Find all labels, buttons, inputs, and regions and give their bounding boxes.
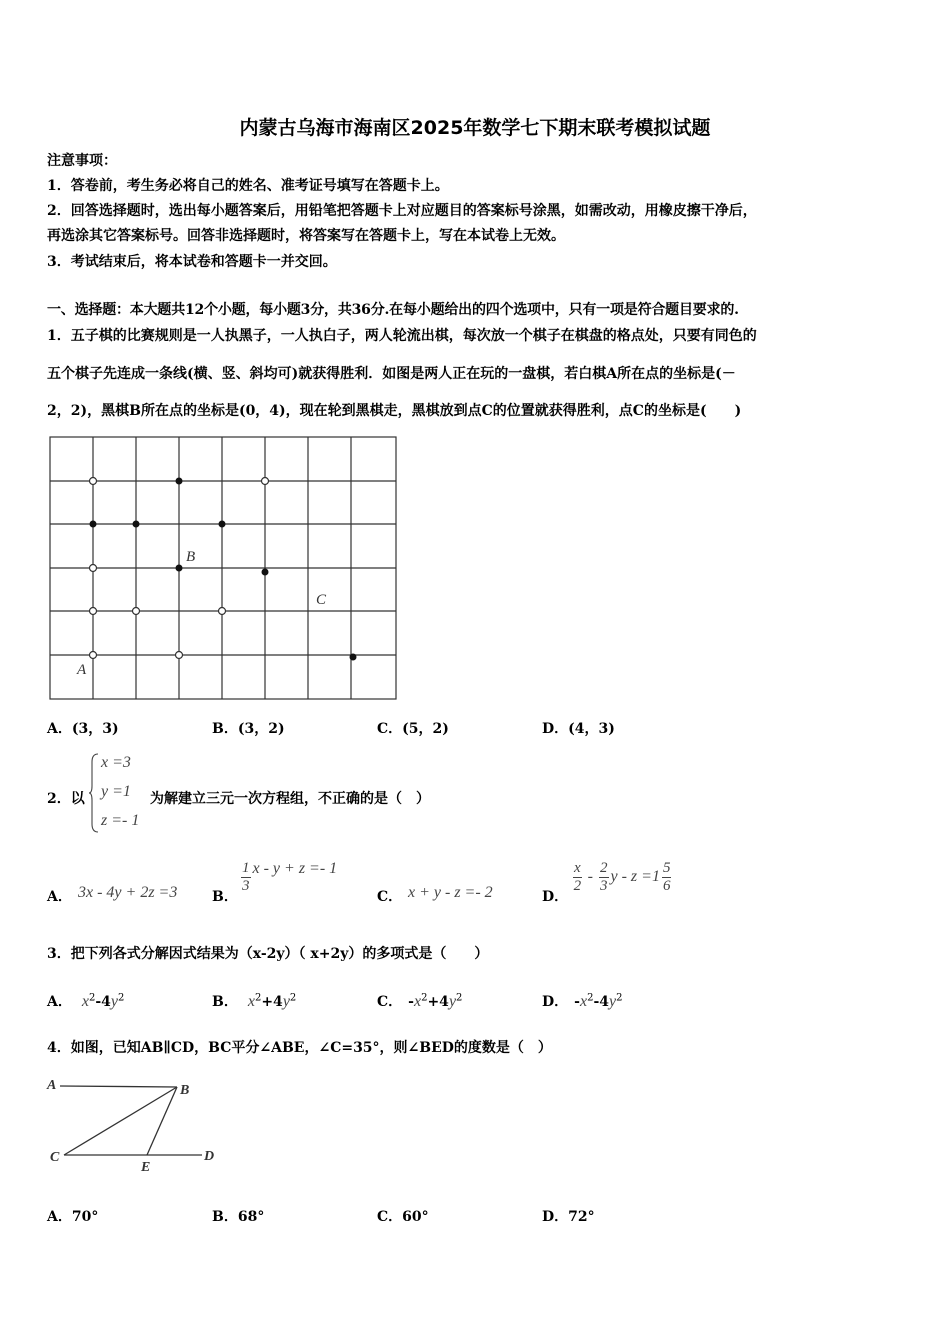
white-stone	[133, 608, 140, 615]
q3-option-d[interactable]: D． $-x^2-4y^2$	[542, 992, 623, 1010]
q2-option-a[interactable]: 3x - 4y + 2z =3	[78, 884, 178, 901]
q4-stem: 4．如图，已知AB∥CD，BC平分∠ABE，∠C=35°，则∠BED的度数是（ ）	[47, 1040, 552, 1056]
q4-option-c[interactable]: C．60°	[377, 1209, 429, 1225]
q1-line2: 五个棋子先连成一条线(横、竖、斜均可)就获得胜利．如图是两人正在玩的一盘棋，若白棋A所在点的坐标是(－	[47, 366, 736, 382]
q4-option-b[interactable]: B．68°	[212, 1209, 265, 1225]
q2-brace	[88, 752, 100, 834]
q2-option-a-label[interactable]: A．	[47, 889, 72, 905]
white-stone	[176, 652, 183, 659]
q3-option-b[interactable]: B． $x^2+4y^2$	[212, 992, 297, 1010]
black-stone	[262, 569, 269, 576]
label-b: B	[180, 1083, 190, 1098]
q4-option-d[interactable]: D．72°	[542, 1209, 595, 1225]
q2-option-c[interactable]: x + y - z =- 2	[408, 884, 493, 901]
q1-option-a[interactable]: A．(3，3)	[47, 721, 119, 737]
label-d: D	[204, 1149, 215, 1164]
black-stone	[350, 654, 357, 661]
notice-heading: 注意事项：	[47, 153, 117, 169]
q1-line1: 1．五子棋的比赛规则是一人执黑子，一人执白子，两人轮流出棋，每次放一个棋子在棋盘的格点处，只要有同色的	[47, 328, 757, 344]
notice-item: 3．考试结束后，将本试卷和答题卡一并交回。	[47, 254, 337, 270]
black-stone	[176, 565, 183, 572]
q1-option-c[interactable]: C．(5，2)	[377, 721, 449, 737]
white-stone	[219, 608, 226, 615]
white-stone	[90, 478, 97, 485]
q1-option-b[interactable]: B．(3，2)	[212, 721, 285, 737]
label-c: C	[50, 1150, 60, 1165]
q1-option-d[interactable]: D．(4，3)	[542, 721, 615, 737]
q4-figure	[44, 1074, 224, 1174]
black-stone	[219, 521, 226, 528]
white-stone	[90, 565, 97, 572]
q1-board-figure	[48, 435, 400, 701]
frac-den: 3	[242, 878, 250, 894]
label-e: E	[141, 1160, 151, 1174]
q3-option-a[interactable]: A． $x^2-4y^2$	[47, 992, 125, 1010]
q2-system-z: z =- 1	[101, 812, 140, 829]
notice-item: 2．回答选择题时，选出每小题答案后，用铅笔把答题卡上对应题目的答案标号涂黑，如需改动，用橡皮擦干净后，	[47, 203, 757, 219]
q3-stem: 3．把下列各式分解因式结果为（x-2y）（ x+2y）的多项式是（ ）	[47, 946, 489, 962]
q2-option-d-label[interactable]: D．	[542, 889, 569, 905]
q2-system-x: x =3	[101, 754, 131, 771]
q2-option-b-label[interactable]: B．	[212, 889, 238, 905]
section-heading: 一、选择题：本大题共12个小题，每小题3分，共36分.在每小题给出的四个选项中，只有一项是符合题目要求的.	[47, 302, 739, 318]
q2-prefix: 2．以	[47, 791, 85, 807]
notice-item: 1．答卷前，考生务必将自己的姓名、准考证号填写在答题卡上。	[47, 178, 449, 194]
q3-option-c[interactable]: C． $-x^2+4y^2$	[377, 992, 463, 1010]
label-a: A	[47, 1078, 57, 1093]
black-stone	[90, 521, 97, 528]
board-grid	[50, 437, 396, 699]
frac-num: 1	[242, 860, 250, 876]
white-stone	[262, 478, 269, 485]
notice-item: 再选涂其它答案标号。回答非选择题时，将答案写在答题卡上，写在本试卷上无效。	[47, 228, 565, 244]
white-stone	[90, 652, 97, 659]
black-stone	[133, 521, 140, 528]
page-title: 内蒙古乌海市海南区2025年数学七下期末联考模拟试题	[239, 117, 711, 139]
label-c: C	[316, 592, 327, 608]
black-stone	[176, 478, 183, 485]
q2-suffix: 为解建立三元一次方程组，不正确的是（ ）	[150, 791, 430, 807]
white-stone	[90, 608, 97, 615]
option-rest: x - y + z =- 1	[252, 860, 338, 878]
q2-option-d[interactable]: $\frac{x}{2}$ - $\frac{2}{3}$ y - z =1 $\frac{5}{6}$	[573, 860, 671, 894]
q1-line3: 2，2)，黑棋B所在点的坐标是(0，4)，现在轮到黑棋走，黑棋放到点C的位置就获得胜利，点C的坐标是( )	[47, 403, 742, 419]
label-b: B	[186, 549, 196, 565]
q2-option-b[interactable]	[239, 860, 337, 895]
label-a: A	[77, 662, 87, 678]
q2-system-y: y =1	[101, 783, 131, 800]
q2-option-c-label[interactable]: C．	[377, 889, 403, 905]
q4-option-a[interactable]: A．70°	[47, 1209, 99, 1225]
